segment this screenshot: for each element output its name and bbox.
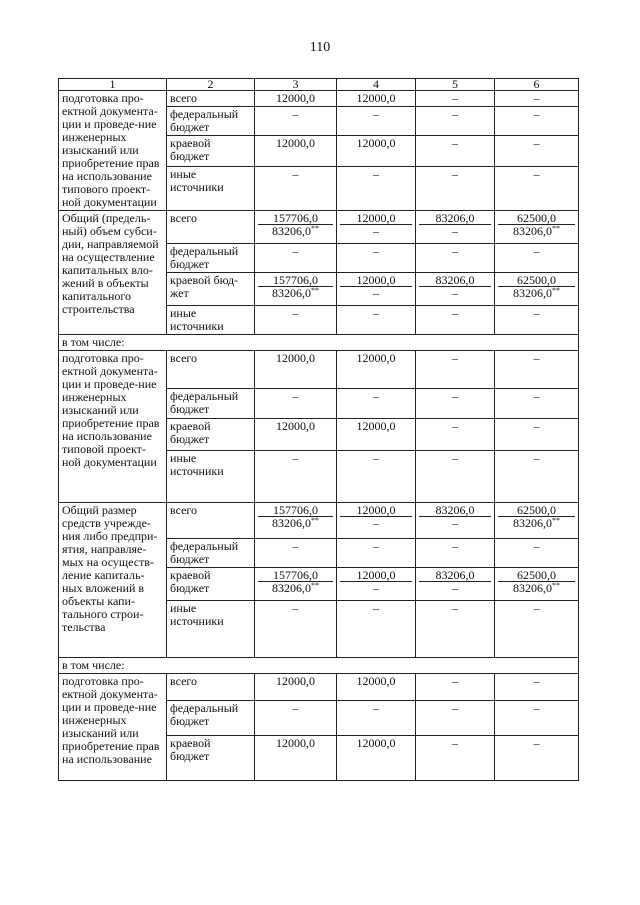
value-lower [498,287,575,299]
budget-source-label: федеральный бюджет [167,701,255,736]
value-cell: – [337,107,416,136]
value-cell: 12000,0 [337,674,416,701]
value-cell-split [416,211,495,244]
value-cell: – [495,306,579,335]
value-upper: 157706,0 [258,212,333,225]
value-cell: – [416,701,495,736]
footnote-marker: ** [552,516,560,525]
header-cell: 4 [337,79,416,91]
value-cell: – [337,451,416,503]
value-upper: 83206,0 [419,504,491,517]
value-lower-text: – [373,581,379,595]
budget-source-label: всего [167,351,255,389]
value-cell: – [416,451,495,503]
value-upper: 62500,0 [498,504,575,517]
value-lower [340,582,412,594]
value-cell: – [416,736,495,781]
value-lower-text: – [452,581,458,595]
value-cell: – [416,674,495,701]
table-row [59,91,579,107]
value-cell: – [495,736,579,781]
page-number: 110 [309,40,331,55]
value-lower [340,517,412,529]
value-cell: 12000,0 [255,674,337,701]
value-upper: 157706,0 [258,569,333,582]
value-cell: – [337,389,416,419]
value-lower [340,287,412,299]
value-cell: – [495,539,579,568]
value-cell: – [337,539,416,568]
value-cell: – [337,166,416,210]
footnote-marker: ** [311,581,319,590]
value-cell-split [255,211,337,244]
value-cell: – [495,389,579,419]
value-lower-text: 83206,0 [272,224,311,238]
value-cell: – [495,701,579,736]
header-row [59,79,579,91]
value-lower-text: 83206,0 [272,286,311,300]
value-cell: – [495,107,579,136]
value-cell: – [416,351,495,389]
value-cell: 12000,0 [255,419,337,451]
table-row [59,674,579,701]
value-cell: 12000,0 [337,736,416,781]
value-cell: 12000,0 [255,736,337,781]
row-description: подготовка про-ектной документа-ции и проведе-ние инженерных изысканий или приобретение прав на использование типового проект-ной документации [59,91,167,211]
budget-table [58,78,579,781]
value-cell-split [337,273,416,306]
table-row [59,211,579,244]
value-upper: 83206,0 [419,274,491,287]
header-cell: 1 [59,79,167,91]
budget-source-label: иные источники [167,601,255,658]
value-cell-split [255,503,337,539]
table-row [59,503,579,539]
value-cell: – [495,451,579,503]
value-cell: – [416,419,495,451]
table-body [59,79,579,781]
value-cell-split [495,211,579,244]
value-lower [258,287,333,299]
value-upper: 62500,0 [498,569,575,582]
value-upper: 12000,0 [340,212,412,225]
footnote-marker: ** [311,286,319,295]
value-cell: – [337,601,416,658]
value-cell: 12000,0 [337,351,416,389]
value-lower-text: 83206,0 [272,516,311,530]
budget-source-label: федеральный бюджет [167,389,255,419]
value-cell: – [255,166,337,210]
value-lower-text: – [373,286,379,300]
value-cell: 12000,0 [255,136,337,166]
value-lower [419,287,491,299]
value-lower [258,225,333,237]
value-lower-text: – [373,224,379,238]
budget-source-label: всего [167,503,255,539]
footnote-marker: ** [552,224,560,233]
value-upper: 12000,0 [340,274,412,287]
value-lower [498,225,575,237]
value-cell: 12000,0 [337,136,416,166]
value-cell: – [495,136,579,166]
value-lower [258,582,333,594]
budget-source-label: иные источники [167,306,255,335]
budget-source-label: иные источники [167,166,255,210]
value-cell: – [416,306,495,335]
value-lower-text: – [452,286,458,300]
value-lower-text: 83206,0 [513,581,552,595]
footnote-marker: ** [311,224,319,233]
value-cell: – [255,107,337,136]
value-cell: – [255,451,337,503]
value-cell: – [495,674,579,701]
value-lower-text: 83206,0 [272,581,311,595]
budget-source-label: всего [167,211,255,244]
footnote-marker: ** [552,581,560,590]
budget-source-label: федеральный бюджет [167,539,255,568]
value-cell-split [255,568,337,601]
header-cell: 2 [167,79,255,91]
value-lower [340,225,412,237]
value-lower [419,225,491,237]
value-cell: – [416,107,495,136]
budget-source-label: федеральный бюджет [167,244,255,273]
value-cell-split [337,211,416,244]
value-cell-split [416,568,495,601]
budget-source-label: иные источники [167,451,255,503]
table-row [59,351,579,389]
value-upper: 12000,0 [340,569,412,582]
value-cell: – [416,91,495,107]
value-cell: – [416,166,495,210]
subheader-row [59,335,579,351]
value-cell-split [337,503,416,539]
value-upper: 157706,0 [258,504,333,517]
budget-source-label: краевой бюджет [167,136,255,166]
value-cell: – [416,389,495,419]
value-cell: – [495,351,579,389]
value-cell: – [416,136,495,166]
value-cell: 12000,0 [255,91,337,107]
value-lower-text: – [452,224,458,238]
value-cell: – [255,306,337,335]
budget-source-label: федеральный бюджет [167,107,255,136]
value-lower-text: 83206,0 [513,224,552,238]
value-cell-split [337,568,416,601]
value-lower [498,582,575,594]
budget-source-label: краевой бюджет [167,736,255,781]
value-cell-split [495,273,579,306]
row-description: Общий (предель-ный) объем субси-дии, направляемой на осуществление капитальных вло-жений в объекты капитального строительства [59,211,167,335]
value-upper: 83206,0 [419,569,491,582]
budget-source-label: краевой бюджет [167,568,255,601]
value-cell-split [255,273,337,306]
value-lower [419,582,491,594]
value-lower [498,517,575,529]
value-cell: – [495,601,579,658]
footnote-marker: ** [552,286,560,295]
budget-source-label: краевой бюджет [167,419,255,451]
row-description: Общий размер средств учрежде-ния либо предпри-ятия, направляе-мых на осуществ-ление капиталь-ных вложений в объекты капи-тального строи-тельства [59,503,167,658]
value-cell: – [255,539,337,568]
value-lower [258,517,333,529]
value-cell-split [416,273,495,306]
subheader-cell: в том числе: [59,658,579,674]
value-cell: – [337,306,416,335]
value-cell: – [255,701,337,736]
value-cell: – [416,601,495,658]
value-cell: – [337,244,416,273]
value-upper: 62500,0 [498,212,575,225]
value-cell: – [255,389,337,419]
row-description: подготовка про-ектной документа-ции и проведе-ние инженерных изысканий или приобретение прав на использование [59,674,167,781]
footnote-marker: ** [311,516,319,525]
value-cell: – [495,419,579,451]
value-cell: 12000,0 [337,419,416,451]
value-upper: 83206,0 [419,212,491,225]
subheader-row [59,658,579,674]
value-cell-split [495,568,579,601]
value-cell: – [495,244,579,273]
value-cell: – [495,166,579,210]
value-cell: 12000,0 [255,351,337,389]
value-lower [419,517,491,529]
value-upper: 62500,0 [498,274,575,287]
header-cell: 6 [495,79,579,91]
value-cell-split [416,503,495,539]
value-upper: 12000,0 [340,504,412,517]
value-cell: – [416,244,495,273]
value-cell-split [495,503,579,539]
header-cell: 5 [416,79,495,91]
value-cell: – [495,91,579,107]
value-lower-text: 83206,0 [513,516,552,530]
value-cell: – [337,701,416,736]
value-cell: – [416,539,495,568]
budget-source-label: краевой бюд-жет [167,273,255,306]
budget-source-label: всего [167,674,255,701]
value-lower-text: 83206,0 [513,286,552,300]
budget-source-label: всего [167,91,255,107]
header-cell: 3 [255,79,337,91]
row-description: подготовка про-ектной документа-ции и проведе-ние инженерных изысканий или приобретение прав на использование типовой проект-ной документации [59,351,167,503]
value-cell: 12000,0 [337,91,416,107]
subheader-cell: в том числе: [59,335,579,351]
value-lower-text: – [452,516,458,530]
value-upper: 157706,0 [258,274,333,287]
value-cell: – [255,244,337,273]
value-lower-text: – [373,516,379,530]
value-cell: – [255,601,337,658]
